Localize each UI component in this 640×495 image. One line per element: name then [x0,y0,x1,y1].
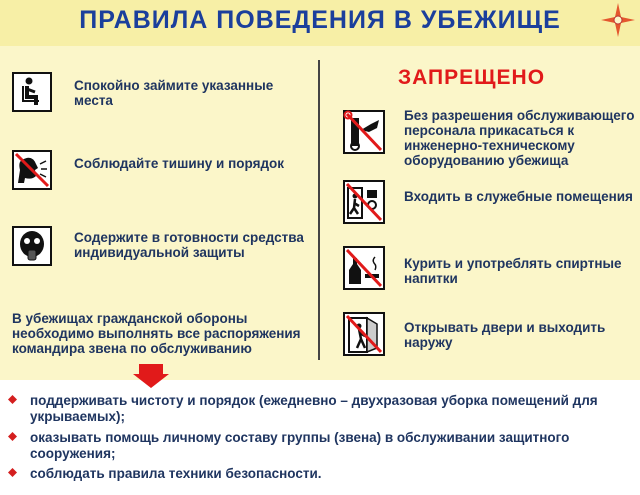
duty-text: соблюдать правила техники безопасности. [30,466,322,481]
no-smoking-alcohol-icon [343,246,385,290]
left-item-text: Спокойно займите указанные места [74,78,274,108]
civil-defense-emblem-icon [600,2,636,38]
duty-item [8,466,636,482]
commander-orders-note: В убежищах гражданской обороны необходимо выполнять все распоряжения командира звена по обслуживанию [12,311,301,356]
page-title: ПРАВИЛА ПОВЕДЕНИЯ В УБЕЖИЩЕ [79,6,561,34]
right-item-text: Курить и употреблять спиртные напитки [404,256,622,286]
no-touch-equipment-icon [343,110,385,154]
diamond-bullet-icon [8,395,17,404]
no-talking-icon [12,150,52,190]
duty-item [8,430,636,462]
forbidden-heading: ЗАПРЕЩЕНО [398,66,546,89]
down-arrow-icon [133,364,169,388]
left-item-text: Соблюдайте тишину и порядок [74,156,285,171]
column-divider [318,60,320,360]
right-item-text: Без разрешения обслуживающего персонала прикасаться к инженерно-техническому оборудованию убежища [404,108,635,168]
left-item-text: Содержите в готовности средства индивидуальной защиты [74,230,304,260]
duty-item [8,393,636,425]
right-item-text: Входить в служебные помещения [404,189,633,204]
no-exit-icon [343,312,385,356]
seated-person-icon [12,72,52,112]
gas-mask-icon [12,226,52,266]
diamond-bullet-icon [8,468,17,477]
diamond-bullet-icon [8,432,17,441]
right-item-text: Открывать двери и выходить наружу [404,320,606,350]
duty-text: оказывать помощь личному составу группы (звена) в обслуживании защитного сооружения; [30,430,570,461]
duty-text: поддерживать чистоту и порядок (ежедневно – двухразовая уборка помещений для укрываемых); [30,393,598,424]
no-entry-service-room-icon [343,180,385,224]
